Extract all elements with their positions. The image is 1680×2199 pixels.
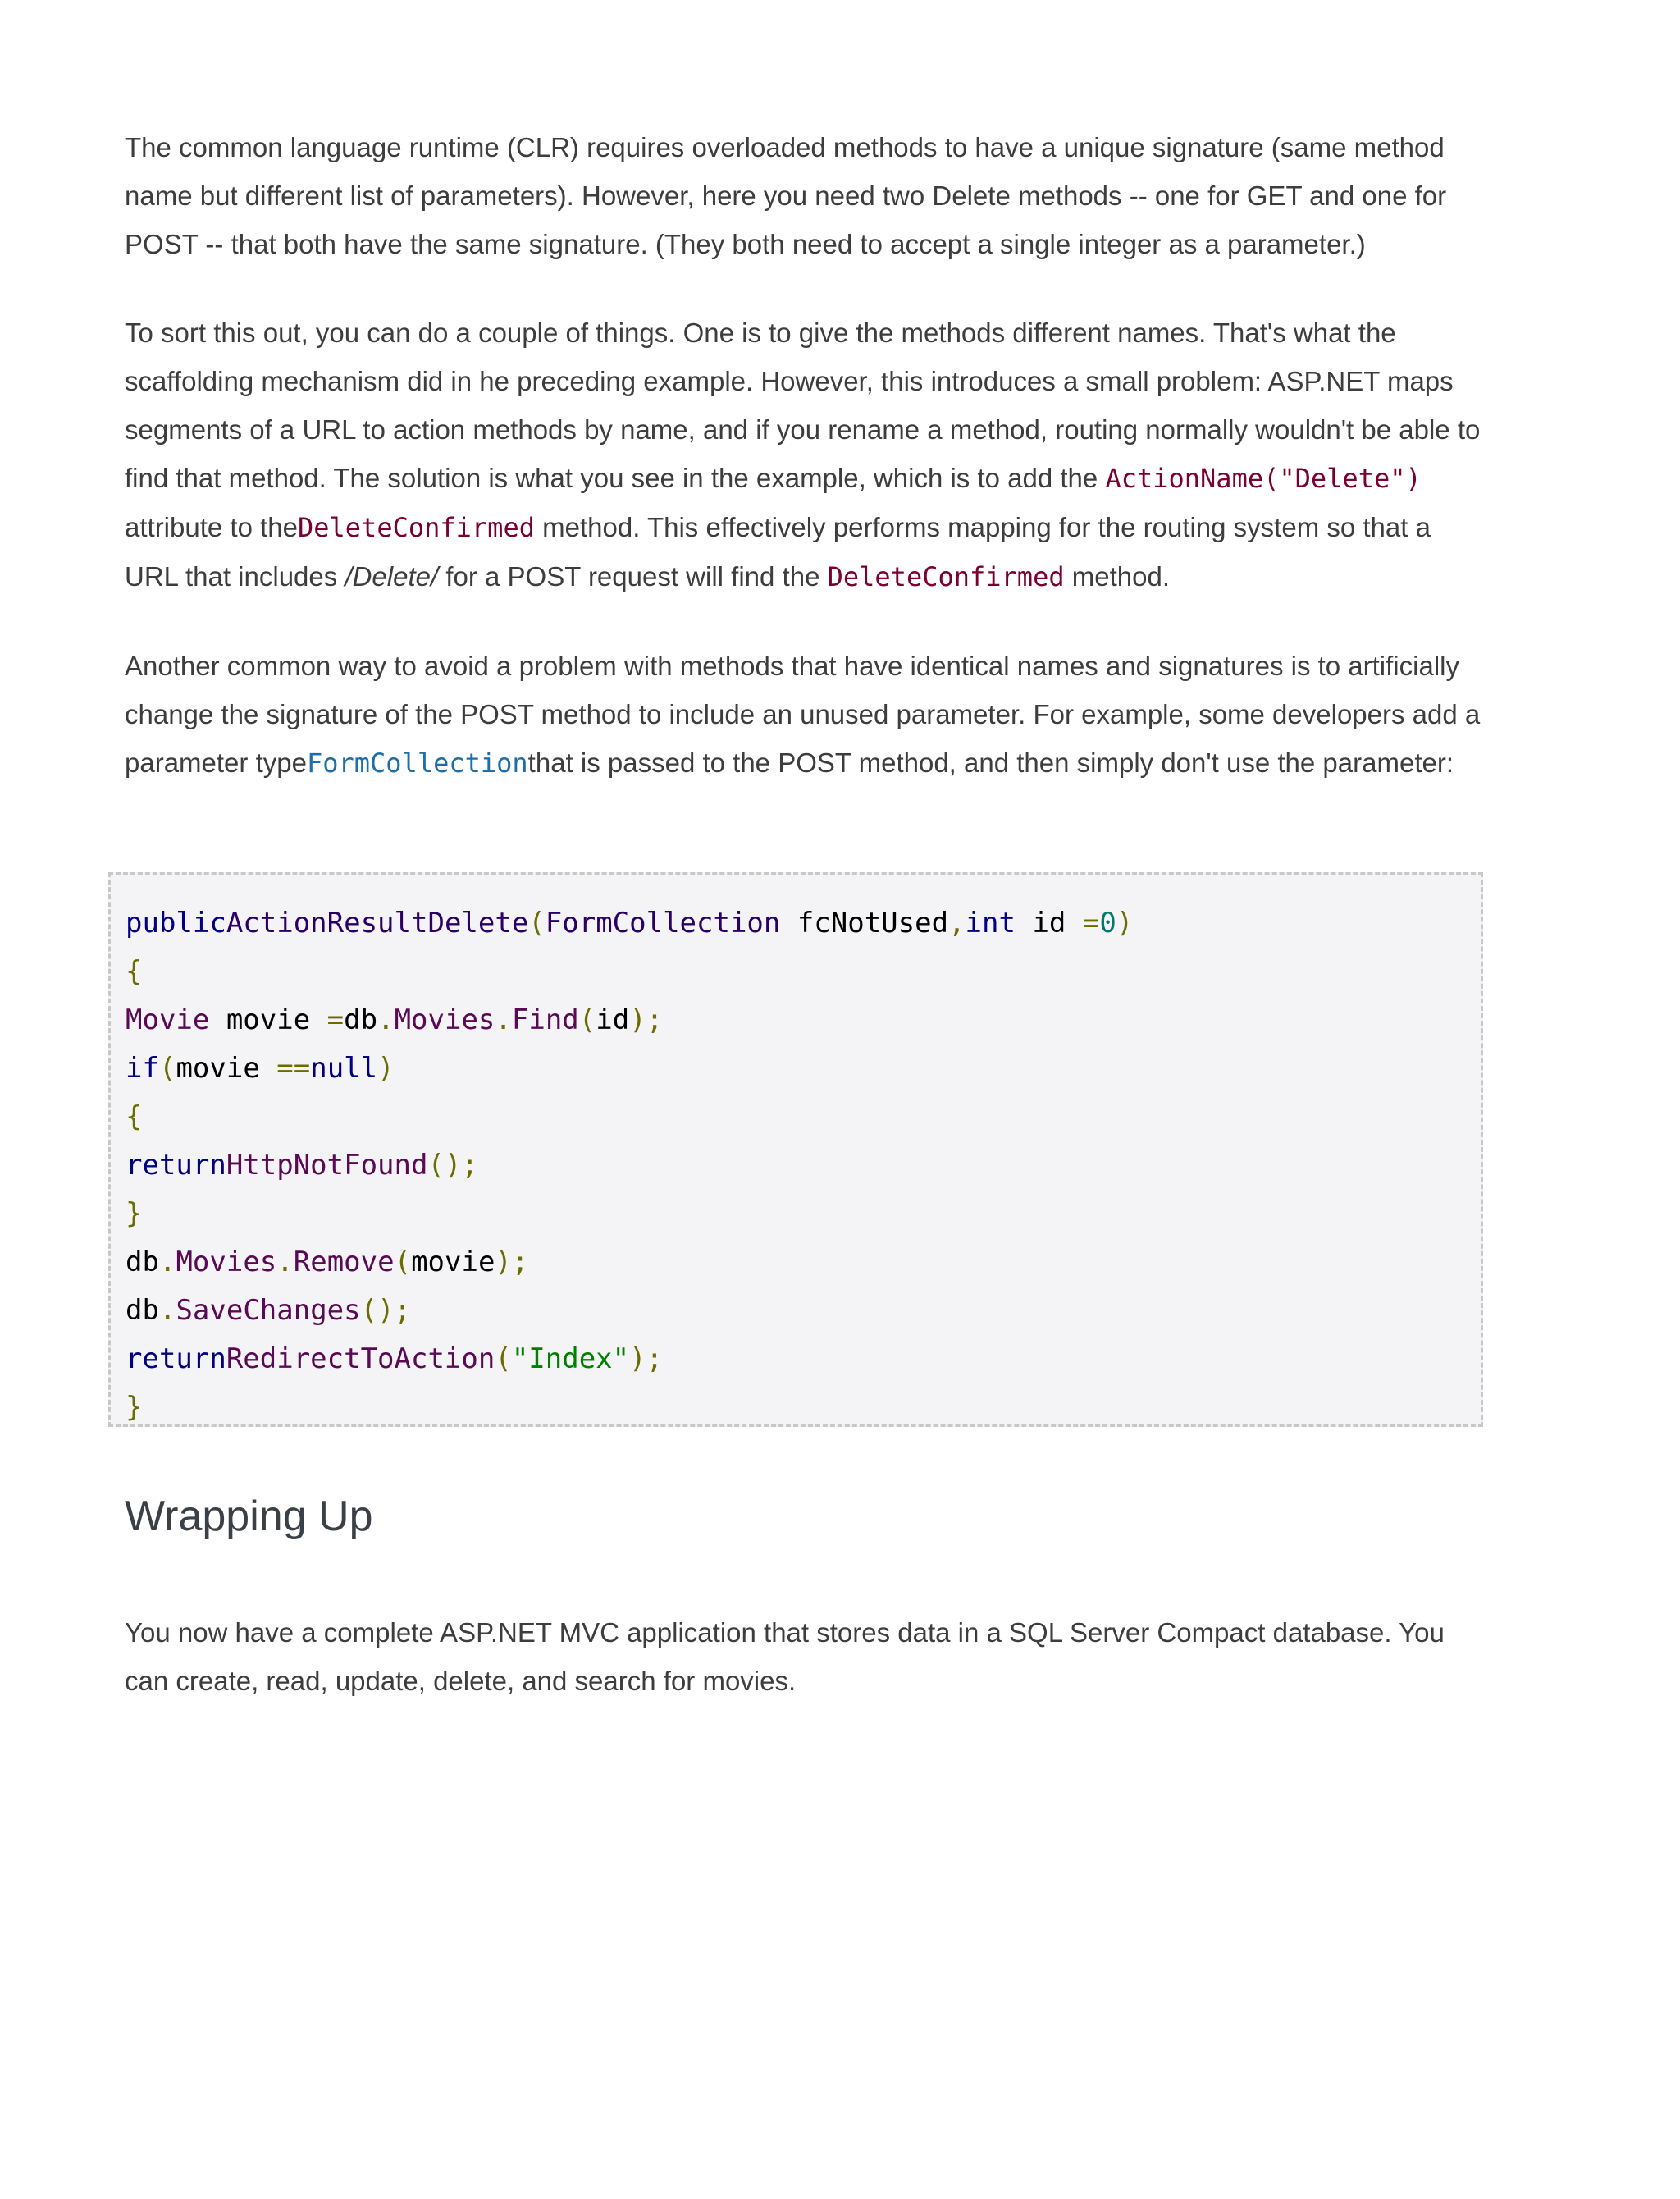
code-token: ) — [377, 1052, 395, 1085]
code-token: . — [495, 1003, 512, 1036]
code-token: if — [126, 1052, 159, 1085]
code-token: (); — [427, 1149, 478, 1182]
paragraph-alternative-way — [125, 642, 1486, 788]
code-token: id — [1015, 907, 1083, 939]
closing-section — [125, 1608, 1486, 1745]
code-token: movie — [411, 1246, 495, 1278]
paragraph-text: for a POST request will find the — [438, 561, 828, 592]
code-token: HttpNotFound — [226, 1149, 428, 1182]
code-token: return — [126, 1149, 226, 1182]
paragraph-text: method. This effectively performs mapping for the routing system so that a URL that includes — [125, 512, 1431, 592]
code-token: ( — [578, 1003, 596, 1036]
code-token: null — [310, 1052, 378, 1085]
code-line — [126, 996, 1481, 1045]
code-token: ); — [495, 1246, 529, 1278]
code-line — [126, 948, 1481, 996]
code-token: , — [948, 907, 966, 939]
code-token: ( — [495, 1342, 512, 1375]
code-block — [108, 872, 1483, 1427]
code-token: int — [965, 907, 1016, 939]
code-token: SaveChanges — [176, 1294, 361, 1327]
code-line — [126, 1045, 1481, 1093]
code-token: Movies — [394, 1003, 495, 1036]
code-token: "Index" — [511, 1342, 630, 1375]
paragraph-clr-overloads: The common language runtime (CLR) requires overloaded methods to have a unique signature (same method name but different list of parameters). However, here you need two Delete methods -- one for GET and one for POST -- that both have the same signature. (They both need to accept a single integer as a parameter.) — [125, 132, 1447, 259]
code-line — [126, 1383, 1481, 1432]
code-line — [126, 1190, 1481, 1238]
code-token: == — [276, 1052, 311, 1085]
code-token: ); — [629, 1003, 664, 1036]
section-heading-wrapping-up: Wrapping Up — [125, 1493, 373, 1540]
code-token: . — [276, 1246, 294, 1278]
code-token: ( — [394, 1246, 412, 1278]
code-token: fcNotUsed — [780, 907, 949, 939]
paragraph-text: To sort this out, you can do a couple of things. One is to give the methods different names. That's what the scaffolding mechanism did in he preceding example. However, this introduces a small problem: ASP.NET maps segments of a URL to action methods by name, and if you rename a method, routing normally wouldn't be able to find that method. The solution is what you see in the example, which is to add the — [125, 318, 1481, 493]
code-token: ( — [528, 907, 546, 939]
code-token: db — [344, 1003, 378, 1036]
code-token: RedirectToAction — [226, 1342, 495, 1375]
code-token: { — [126, 955, 143, 988]
code-token: return — [126, 1342, 226, 1375]
code-token: db — [126, 1294, 159, 1327]
code-token: movie — [209, 1003, 327, 1036]
code-token: ActionResult — [226, 907, 428, 939]
code-line — [126, 1093, 1481, 1141]
code-line — [126, 1141, 1481, 1190]
paragraph-text: that is passed to the POST method, and then simply don't use the parameter: — [527, 747, 1454, 778]
code-line — [126, 1335, 1481, 1383]
paragraph-sort-this-out — [125, 309, 1486, 601]
inline-code-formcollection: FormCollection — [306, 747, 528, 779]
paragraph-text: method. — [1064, 561, 1171, 592]
code-token: } — [126, 1197, 143, 1230]
paragraph-text: attribute to the — [125, 512, 298, 542]
code-token: Delete — [427, 907, 529, 939]
code-token: Movie — [126, 1003, 210, 1036]
code-token: Remove — [293, 1246, 395, 1278]
code-token: db — [126, 1246, 159, 1278]
code-token: . — [377, 1003, 395, 1036]
inline-code-deleteconfirmed: DeleteConfirmed — [827, 561, 1065, 592]
code-token: { — [126, 1100, 143, 1133]
code-token: } — [126, 1391, 143, 1424]
code-token: (); — [360, 1294, 412, 1327]
code-token: Find — [511, 1003, 579, 1036]
code-token: ( — [158, 1052, 176, 1085]
paragraph-summary: You now have a complete ASP.NET MVC application that stores data in a SQL Server Compact database. You can create, read, update, delete, and search for movies. — [125, 1617, 1445, 1696]
code-line — [126, 899, 1481, 948]
article-body — [125, 123, 1486, 828]
code-token: ); — [629, 1342, 664, 1375]
code-token: FormCollection — [545, 907, 781, 939]
code-token: . — [158, 1246, 176, 1278]
paragraph-text: Another common way to avoid a problem with methods that have identical names and signatures is to artificially change the signature of the POST method to include an unused parameter. For example, some developers add a parameter type — [125, 651, 1481, 778]
inline-code-deleteconfirmed: DeleteConfirmed — [297, 512, 535, 543]
code-token: = — [326, 1003, 345, 1036]
code-token: Movies — [176, 1246, 277, 1278]
code-token: = — [1082, 907, 1100, 939]
code-token: ) — [1116, 907, 1134, 939]
code-line — [126, 1238, 1481, 1287]
code-token: public — [126, 907, 226, 939]
code-token: . — [158, 1294, 176, 1327]
code-token: id — [596, 1003, 630, 1036]
code-token: movie — [176, 1052, 277, 1085]
code-token: 0 — [1099, 907, 1116, 939]
url-segment-delete: /Delete/ — [345, 561, 439, 592]
code-line — [126, 1287, 1481, 1335]
inline-code-actionname: ActionName("Delete") — [1105, 463, 1422, 494]
